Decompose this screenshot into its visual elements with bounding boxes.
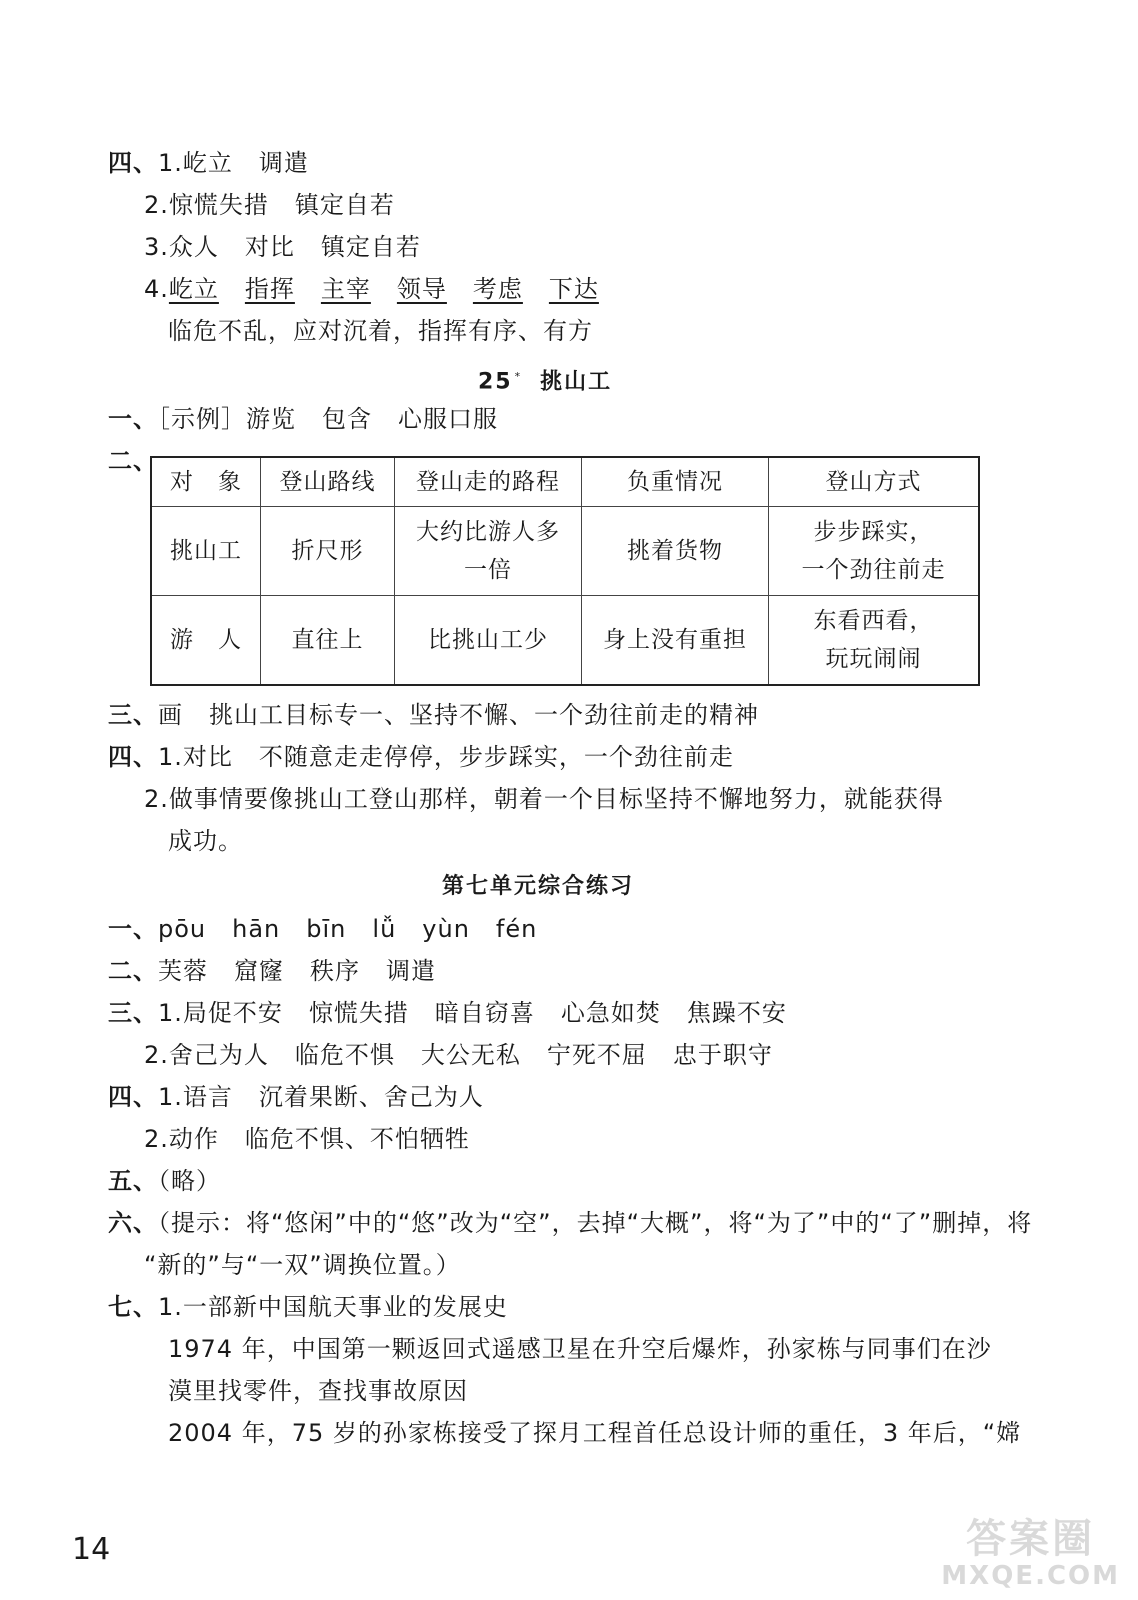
line-25-4-3: 成功。	[168, 827, 243, 855]
answer: 众人	[168, 233, 219, 261]
answer: 对比	[244, 233, 295, 261]
line-u7-7-4: 2004 年，75 岁的孙家栋接受了探月工程首任总设计师的重任，3 年后，“嫦	[168, 1419, 1022, 1447]
table-header: 对 象	[151, 457, 261, 507]
underlined-answer: 屹立	[168, 275, 219, 303]
watermark-url: MXQE.COM	[941, 1561, 1120, 1591]
answer: 镇定自若	[294, 191, 395, 219]
table-header: 负重情况	[582, 457, 769, 507]
line-25-3	[108, 700, 759, 730]
table-cell: 身上没有重担	[582, 596, 769, 686]
line-u7-7-3: 漠里找零件，查找事故原因	[168, 1377, 468, 1405]
answer: 惊慌失措	[168, 191, 269, 219]
table-row	[151, 596, 979, 686]
table-cell: 折尺形	[261, 507, 395, 596]
line-u7-6-1: 六、（提示：将“悠闲”中的“悠”改为“空”，去掉“大概”，将“为了”中的“了”删掉，将	[108, 1209, 1033, 1237]
underlined-answer: 领导	[396, 275, 447, 303]
section-head: 五、	[108, 1167, 158, 1195]
line-25-4-1	[108, 742, 734, 772]
line-u7-4-1: 四、1.语言 沉着果断、舍己为人	[108, 1083, 484, 1111]
item-number: 2.	[144, 785, 169, 813]
line-u7-7-1: 七、1.一部新中国航天事业的发展史	[108, 1293, 508, 1321]
table-cell: 东看西看， 玩玩闹闹	[769, 596, 980, 686]
table-cell: 大约比游人多 一倍	[395, 507, 582, 596]
line-u7-5: 五、（略）	[108, 1167, 221, 1195]
section-head: 四、	[108, 1083, 158, 1111]
line-4-2	[144, 190, 395, 220]
section-head: 六、	[108, 1209, 158, 1237]
underlined-answer: 指挥	[244, 275, 295, 303]
line-4-4	[144, 274, 599, 304]
answer: 对比	[182, 743, 233, 771]
watermark	[941, 1516, 1120, 1590]
answer: ［示例］游览	[158, 405, 296, 433]
underlined-answer: 考虑	[472, 275, 523, 303]
item-number: 1.	[158, 149, 183, 177]
line-u7-7-2: 1974 年，中国第一颗返回式遥感卫星在升空后爆炸，孙家栋与同事们在沙	[168, 1335, 992, 1363]
line-25-4-2	[144, 784, 944, 814]
table-cell: 比挑山工少	[395, 596, 582, 686]
line-4-1	[108, 148, 309, 178]
section-head: 七、	[108, 1293, 158, 1321]
answer: 做事情要像挑山工登山那样，朝着一个目标坚持不懈地努力，就能获得	[168, 785, 944, 813]
underlined-answer: 下达	[548, 275, 599, 303]
answer: 包含	[322, 405, 372, 433]
item-number: 2.	[144, 191, 169, 219]
section-head: 三、	[108, 701, 158, 729]
section-head: 一、	[108, 405, 158, 433]
unit-title: 第七单元综合练习	[442, 874, 635, 899]
lesson-title	[478, 362, 612, 397]
item-number: 4.	[144, 275, 169, 303]
answer: 挑山工目标专一、坚持不懈、一个劲往前走的精神	[209, 701, 759, 729]
line-u7-3-2: 2.舍己为人 临危不惧 大公无私 宁死不屈 忠于职守	[144, 1041, 773, 1069]
table-cell: 挑山工	[151, 507, 261, 596]
answer: 调遣	[258, 149, 309, 177]
line-u7-1: 一、pōu hān bīn lǚ yùn fén	[108, 915, 538, 943]
answer: 画	[158, 701, 183, 729]
table-header: 登山方式	[769, 457, 980, 507]
table-cell: 步步踩实， 一个劲往前走	[769, 507, 980, 596]
line-u7-4-2: 2.动作 临危不惧、不怕牺牲	[144, 1125, 470, 1153]
answer: 镇定自若	[320, 233, 421, 261]
item-number: 3.	[144, 233, 169, 261]
line-u7-3-1: 三、1.局促不安 惊慌失措 暗自窃喜 心急如焚 焦躁不安	[108, 999, 787, 1027]
table-cell: 游 人	[151, 596, 261, 686]
lesson-mark: *	[514, 370, 523, 383]
watermark-logo: 答案圈	[966, 1516, 1096, 1562]
table-cell: 直往上	[261, 596, 395, 686]
line-4-5: 临危不乱，应对沉着，指挥有序、有方	[168, 317, 593, 345]
underlined-answer: 主宰	[320, 275, 371, 303]
comparison-table	[150, 456, 980, 686]
lesson-number: 25	[478, 369, 513, 395]
answer: 不随意走走停停，步步踩实，一个劲往前走	[258, 743, 734, 771]
section-head: 二、	[108, 957, 158, 985]
page-number: 14	[72, 1532, 111, 1567]
section-head: 四、	[108, 743, 158, 771]
answer: 屹立	[182, 149, 233, 177]
line-4-3	[144, 232, 421, 262]
table-header-row	[151, 457, 979, 507]
table-cell: 挑着货物	[582, 507, 769, 596]
table-header: 登山路线	[261, 457, 395, 507]
section-head: 二、	[108, 447, 158, 475]
lesson-name: 挑山工	[540, 369, 613, 395]
section-head: 一、	[108, 915, 158, 943]
line-u7-6-2: “新的”与“一双”调换位置。）	[144, 1251, 461, 1279]
section-head: 四、	[108, 149, 158, 177]
answer: 心服口服	[398, 405, 498, 433]
section-head: 三、	[108, 999, 158, 1027]
item-number: 1.	[158, 743, 183, 771]
line-u7-2: 二、芙蓉 窟窿 秩序 调遣	[108, 957, 436, 985]
table-header: 登山走的路程	[395, 457, 582, 507]
line-25-1	[108, 404, 498, 434]
table-row	[151, 507, 979, 596]
